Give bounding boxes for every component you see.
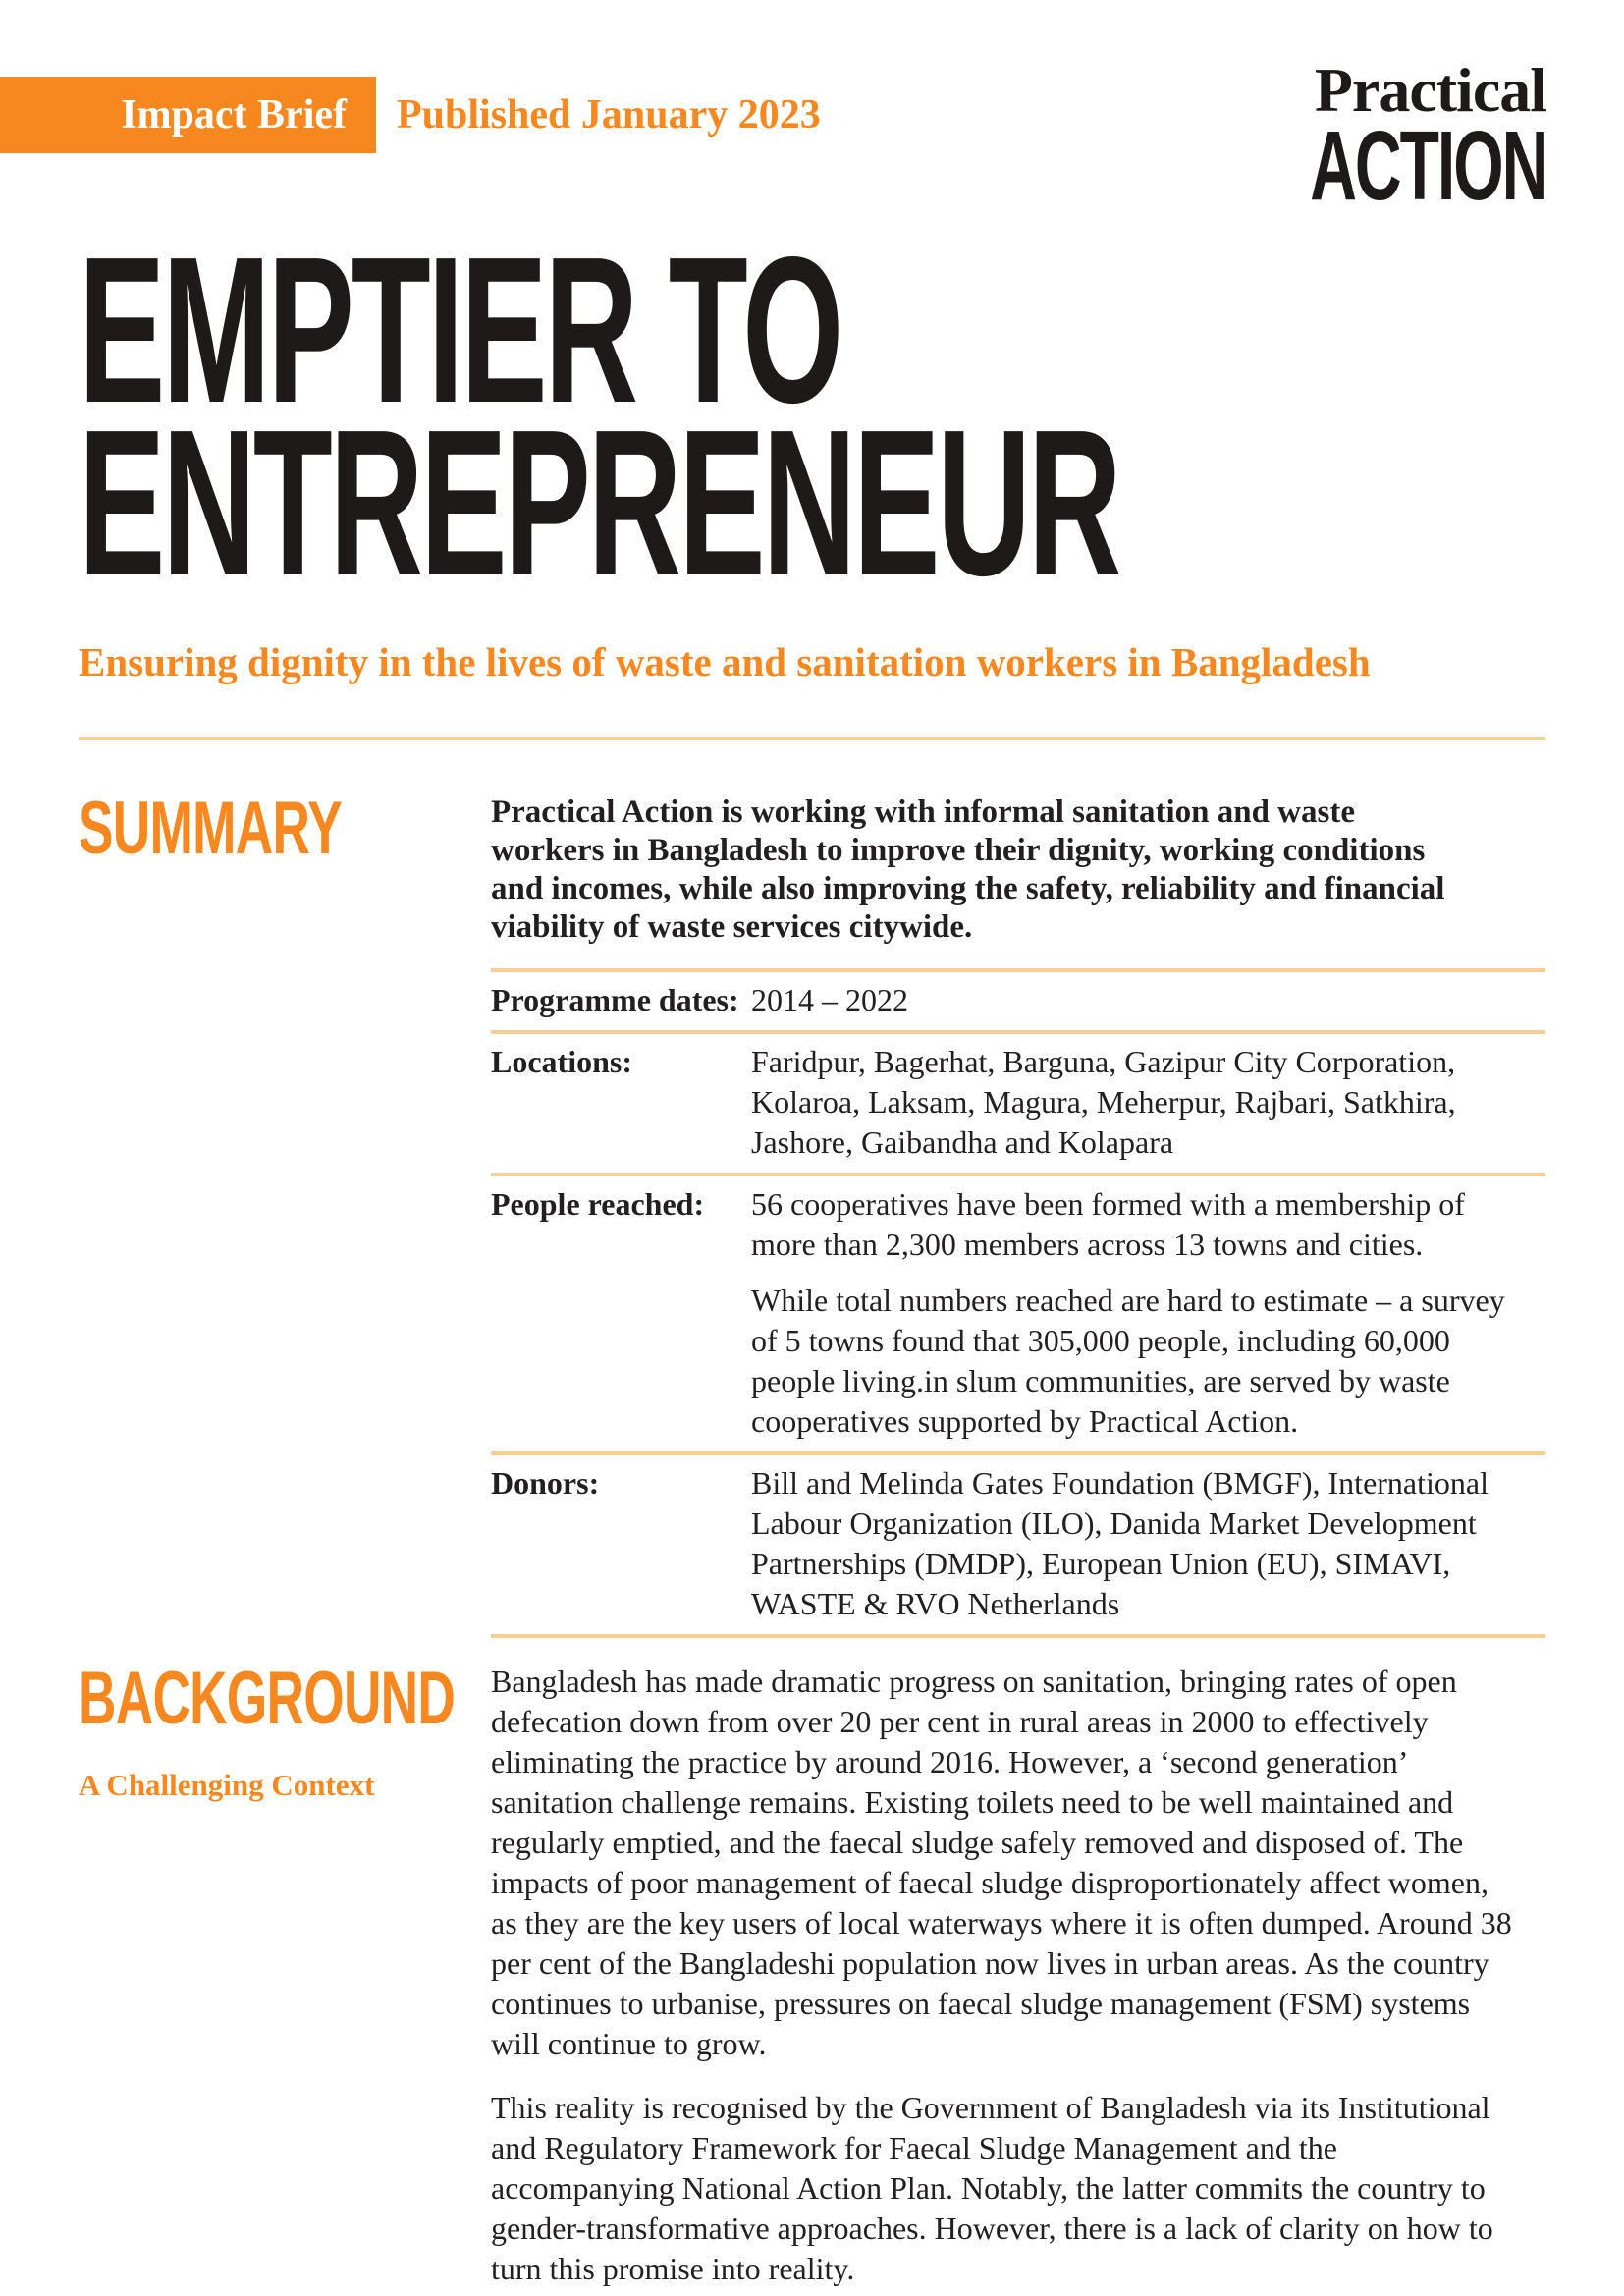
table-row-people-reached <box>491 1173 1545 1451</box>
summary-table <box>491 968 1545 1638</box>
background-heading-column <box>79 1657 491 2289</box>
badge-label: Impact Brief <box>121 92 347 137</box>
row-value-paragraph: 56 cooperatives have been formed with a membership of more than 2,300 members across 13 towns and cities. <box>751 1186 1465 1262</box>
page-title-line-1: EMPTIER TO <box>79 213 841 446</box>
logo-wordmark-action: ACTION <box>1309 111 1546 221</box>
background-content-column <box>491 1662 1512 2289</box>
impact-brief-badge <box>0 77 376 153</box>
divider <box>79 737 1545 740</box>
row-label: People reached: <box>491 1186 705 1222</box>
page-subtitle: Ensuring dignity in the lives of waste and sanitation workers in Bangladesh <box>79 639 1371 684</box>
row-value <box>751 1042 1527 1163</box>
row-value-paragraph: While total numbers reached are hard to estimate – a survey of 5 towns found that 305,000 people, including 60,000 people living.in slum communities, are served by waste cooperatives supported by Practical Action. <box>751 1283 1505 1439</box>
summary-heading: SUMMARY <box>79 787 342 870</box>
page-title-line-2: ENTREPRENEUR <box>79 386 1119 619</box>
row-value <box>751 980 1527 1020</box>
row-value <box>751 1184 1527 1442</box>
published-date: Published January 2023 <box>397 92 821 137</box>
background-section <box>79 1657 1545 2289</box>
table-row-programme-dates <box>491 968 1545 1030</box>
summary-content-column <box>491 792 1545 1638</box>
background-paragraph: Bangladesh has made dramatic progress on sanitation, bringing rates of open defecation down from over 20 per cent in rural areas in 2000 to effectively eliminating the practice by around 2016. However, a ‘second generation’ sanitation challenge remains. Existing toilets need to be well maintained and regularly emptied, and the faecal sludge safely removed and disposed of. The impacts of poor management of faecal sludge disproportionately affect women, as they are the key users of local waterways where it is often dumped. Around 38 per cent of the Bangladeshi population now lives in urban areas. As the country continues to urbanise, pressures on faecal sludge management (FSM) systems will continue to grow. <box>491 1664 1512 2061</box>
summary-section <box>79 787 1545 1638</box>
table-row-donors <box>491 1451 1545 1638</box>
page-title <box>79 213 1119 619</box>
row-value-paragraph: 2014 – 2022 <box>751 982 908 1017</box>
summary-intro: Practical Action is working with informal sanitation and waste workers in Bangladesh to improve their dignity, working conditions and incomes, while also improving the safety, reliability and financial viability of waste services citywide. <box>491 794 1445 945</box>
row-label: Programme dates: <box>491 982 739 1017</box>
table-row-locations <box>491 1030 1545 1173</box>
row-label: Locations: <box>491 1044 632 1079</box>
background-subheading: A Challenging Context <box>79 1768 375 1802</box>
practical-action-logo <box>1188 55 1546 221</box>
background-heading: BACKGROUND <box>79 1657 456 1740</box>
row-label: Donors: <box>491 1465 600 1501</box>
row-value <box>751 1463 1527 1624</box>
row-value-paragraph: Faridpur, Bagerhat, Barguna, Gazipur City Corporation, Kolaroa, Laksam, Magura, Meherpur, Rajbari, Satkhira, Jashore, Gaibandha and Kolapara <box>751 1044 1456 1160</box>
summary-heading-column <box>79 787 491 1638</box>
logo-wordmark-practical: Practical <box>1314 55 1546 125</box>
background-paragraph: This reality is recognised by the Government of Bangladesh via its Institutional and Regulatory Framework for Faecal Sludge Management and the accompanying National Action Plan. Notably, the latter commits the country to gender-transformative approaches. However, there is a lack of clarity on how to turn this promise into reality. <box>491 2090 1493 2286</box>
row-value-paragraph: Bill and Melinda Gates Foundation (BMGF), International Labour Organization (ILO), Danida Market Development Partnerships (DMDP), European Union (EU), SIMAVI, WASTE & RVO Netherlands <box>751 1465 1489 1621</box>
